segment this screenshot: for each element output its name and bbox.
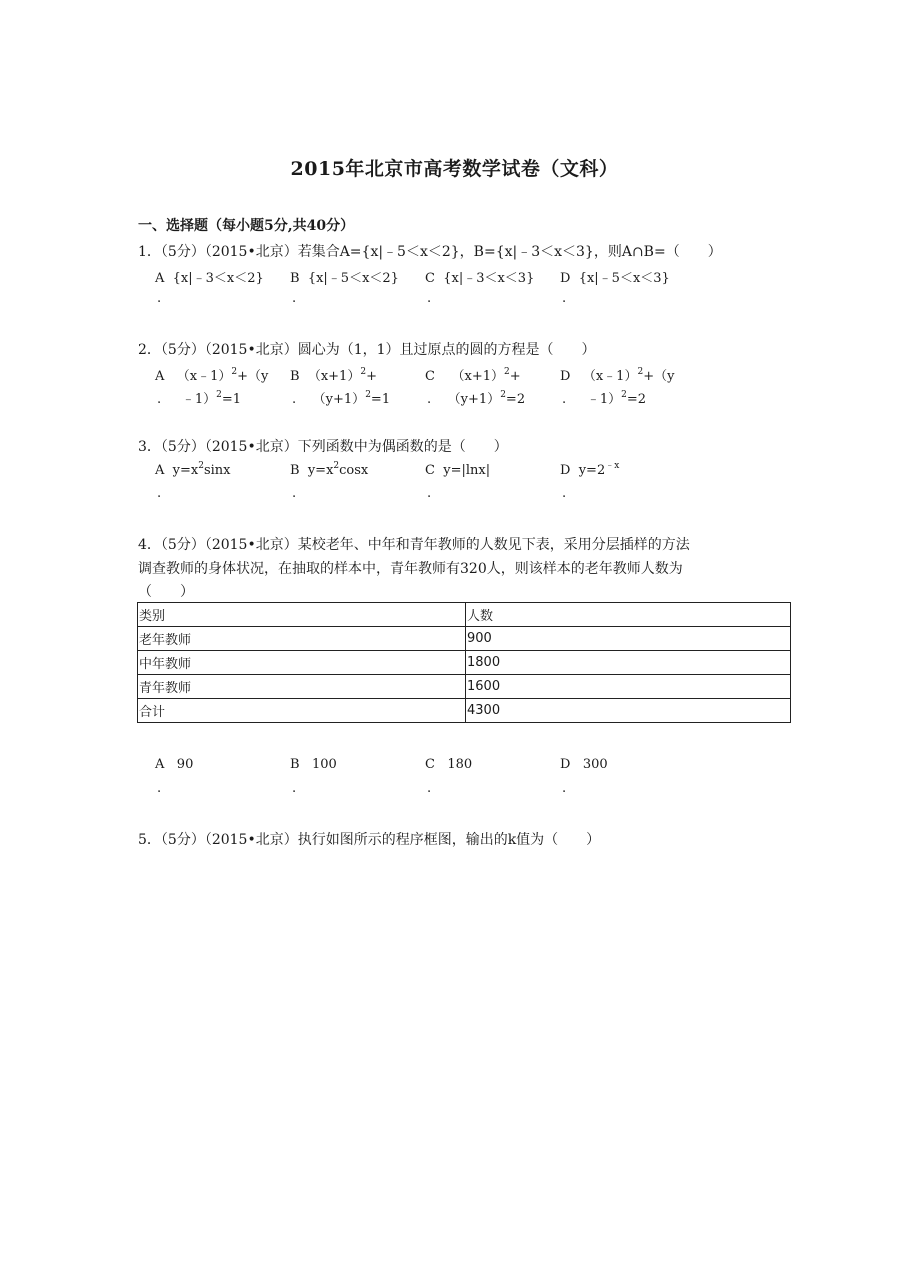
option-a: A 90 [155,757,194,772]
option-c: C {x|﹣3＜x＜3} [425,271,535,286]
page-title: 2015年北京市高考数学试卷（文科） [290,158,619,180]
option-d-dot: . [562,291,567,306]
option-b: B 100 [290,757,337,772]
option-b: B $y=x^2\cos x$ [290,461,369,478]
option-b-dot: . [292,291,297,306]
option-a: A $y=x^2\sin x$ [155,461,231,478]
table-cell: 中年教师 [138,651,466,675]
section-heading: 一、选择题（每小题5分,共40分） [138,218,355,234]
option-a: A （x﹣1）$^2$+（y [155,367,269,384]
option-d-dot: . [562,486,567,501]
option-a-dot: . [157,486,162,501]
question-1-stem: 1．（5分）（2015•北京）若集合A={x|﹣5＜x＜2}，B={x|﹣3＜x＜3}，则A∩B=（ ） [138,244,722,260]
option-a-line2: . ﹣1）$^2$=1 [157,390,241,407]
option-a-dot: . [157,291,162,306]
option-b-dot: . [292,486,297,501]
question-3-stem: 3．（5分）（2015•北京）下列函数中为偶函数的是（ ） [138,439,508,455]
table-cell: 1800 [466,651,791,675]
question-4-stem-line3: （ ） [138,584,194,600]
teacher-count-table [137,602,791,723]
option-c-dot: . [427,486,432,501]
option-c-dot: . [427,291,432,306]
table-header-row [138,603,791,627]
option-c-dot: . [427,781,432,796]
option-c: C y=|lnx| [425,463,491,478]
table-row [138,651,791,675]
option-d-dot: . [562,781,567,796]
table-cell: 青年教师 [138,675,466,699]
table-row [138,699,791,723]
option-d: D {x|﹣5＜x＜3} [560,271,670,286]
option-d-line2: . ﹣1）$^2$=2 [562,390,646,407]
option-a-dot: . [157,781,162,796]
question-4-stem-line2: 调查教师的身体状况，在抽取的样本中，青年教师有320人，则该样本的老年教师人数为 [138,561,683,577]
table-cell: 900 [466,627,791,651]
option-c: C $(x+1)^2+$ [425,367,521,384]
table-cell: 1600 [466,675,791,699]
table-row [138,627,791,651]
table-header-cell: 类别 [138,603,466,627]
option-d: D （x﹣1）$^2$+（y [560,367,675,384]
option-d: D $y=2^{﹣x}$ [560,461,620,478]
table-row [138,675,791,699]
option-b-dot: . [292,781,297,796]
question-4-stem-line1: 4．（5分）（2015•北京）某校老年、中年和青年教师的人数见下表，采用分层插样的方法 [138,537,690,553]
table-cell: 合计 [138,699,466,723]
option-b-line2: . $(y+1)^2=1$ [292,390,391,407]
table-header-cell: 人数 [466,603,791,627]
option-d: D 300 [560,757,608,772]
option-c-line2: . $(y+1)^2=2$ [427,390,526,407]
question-2-stem: 2．（5分）（2015•北京）圆心为（1，1）且过原点的圆的方程是（ ） [138,342,596,358]
table-cell: 老年教师 [138,627,466,651]
option-b: B $(x+1)^2+$ [290,367,377,384]
option-b: B {x|﹣5＜x＜2} [290,271,399,286]
option-a: A {x|﹣3＜x＜2} [155,271,264,286]
table-cell: 4300 [466,699,791,723]
question-5-stem: 5．（5分）（2015•北京）执行如图所示的程序框图，输出的k值为（ ） [138,832,601,848]
option-c: C 180 [425,757,473,772]
